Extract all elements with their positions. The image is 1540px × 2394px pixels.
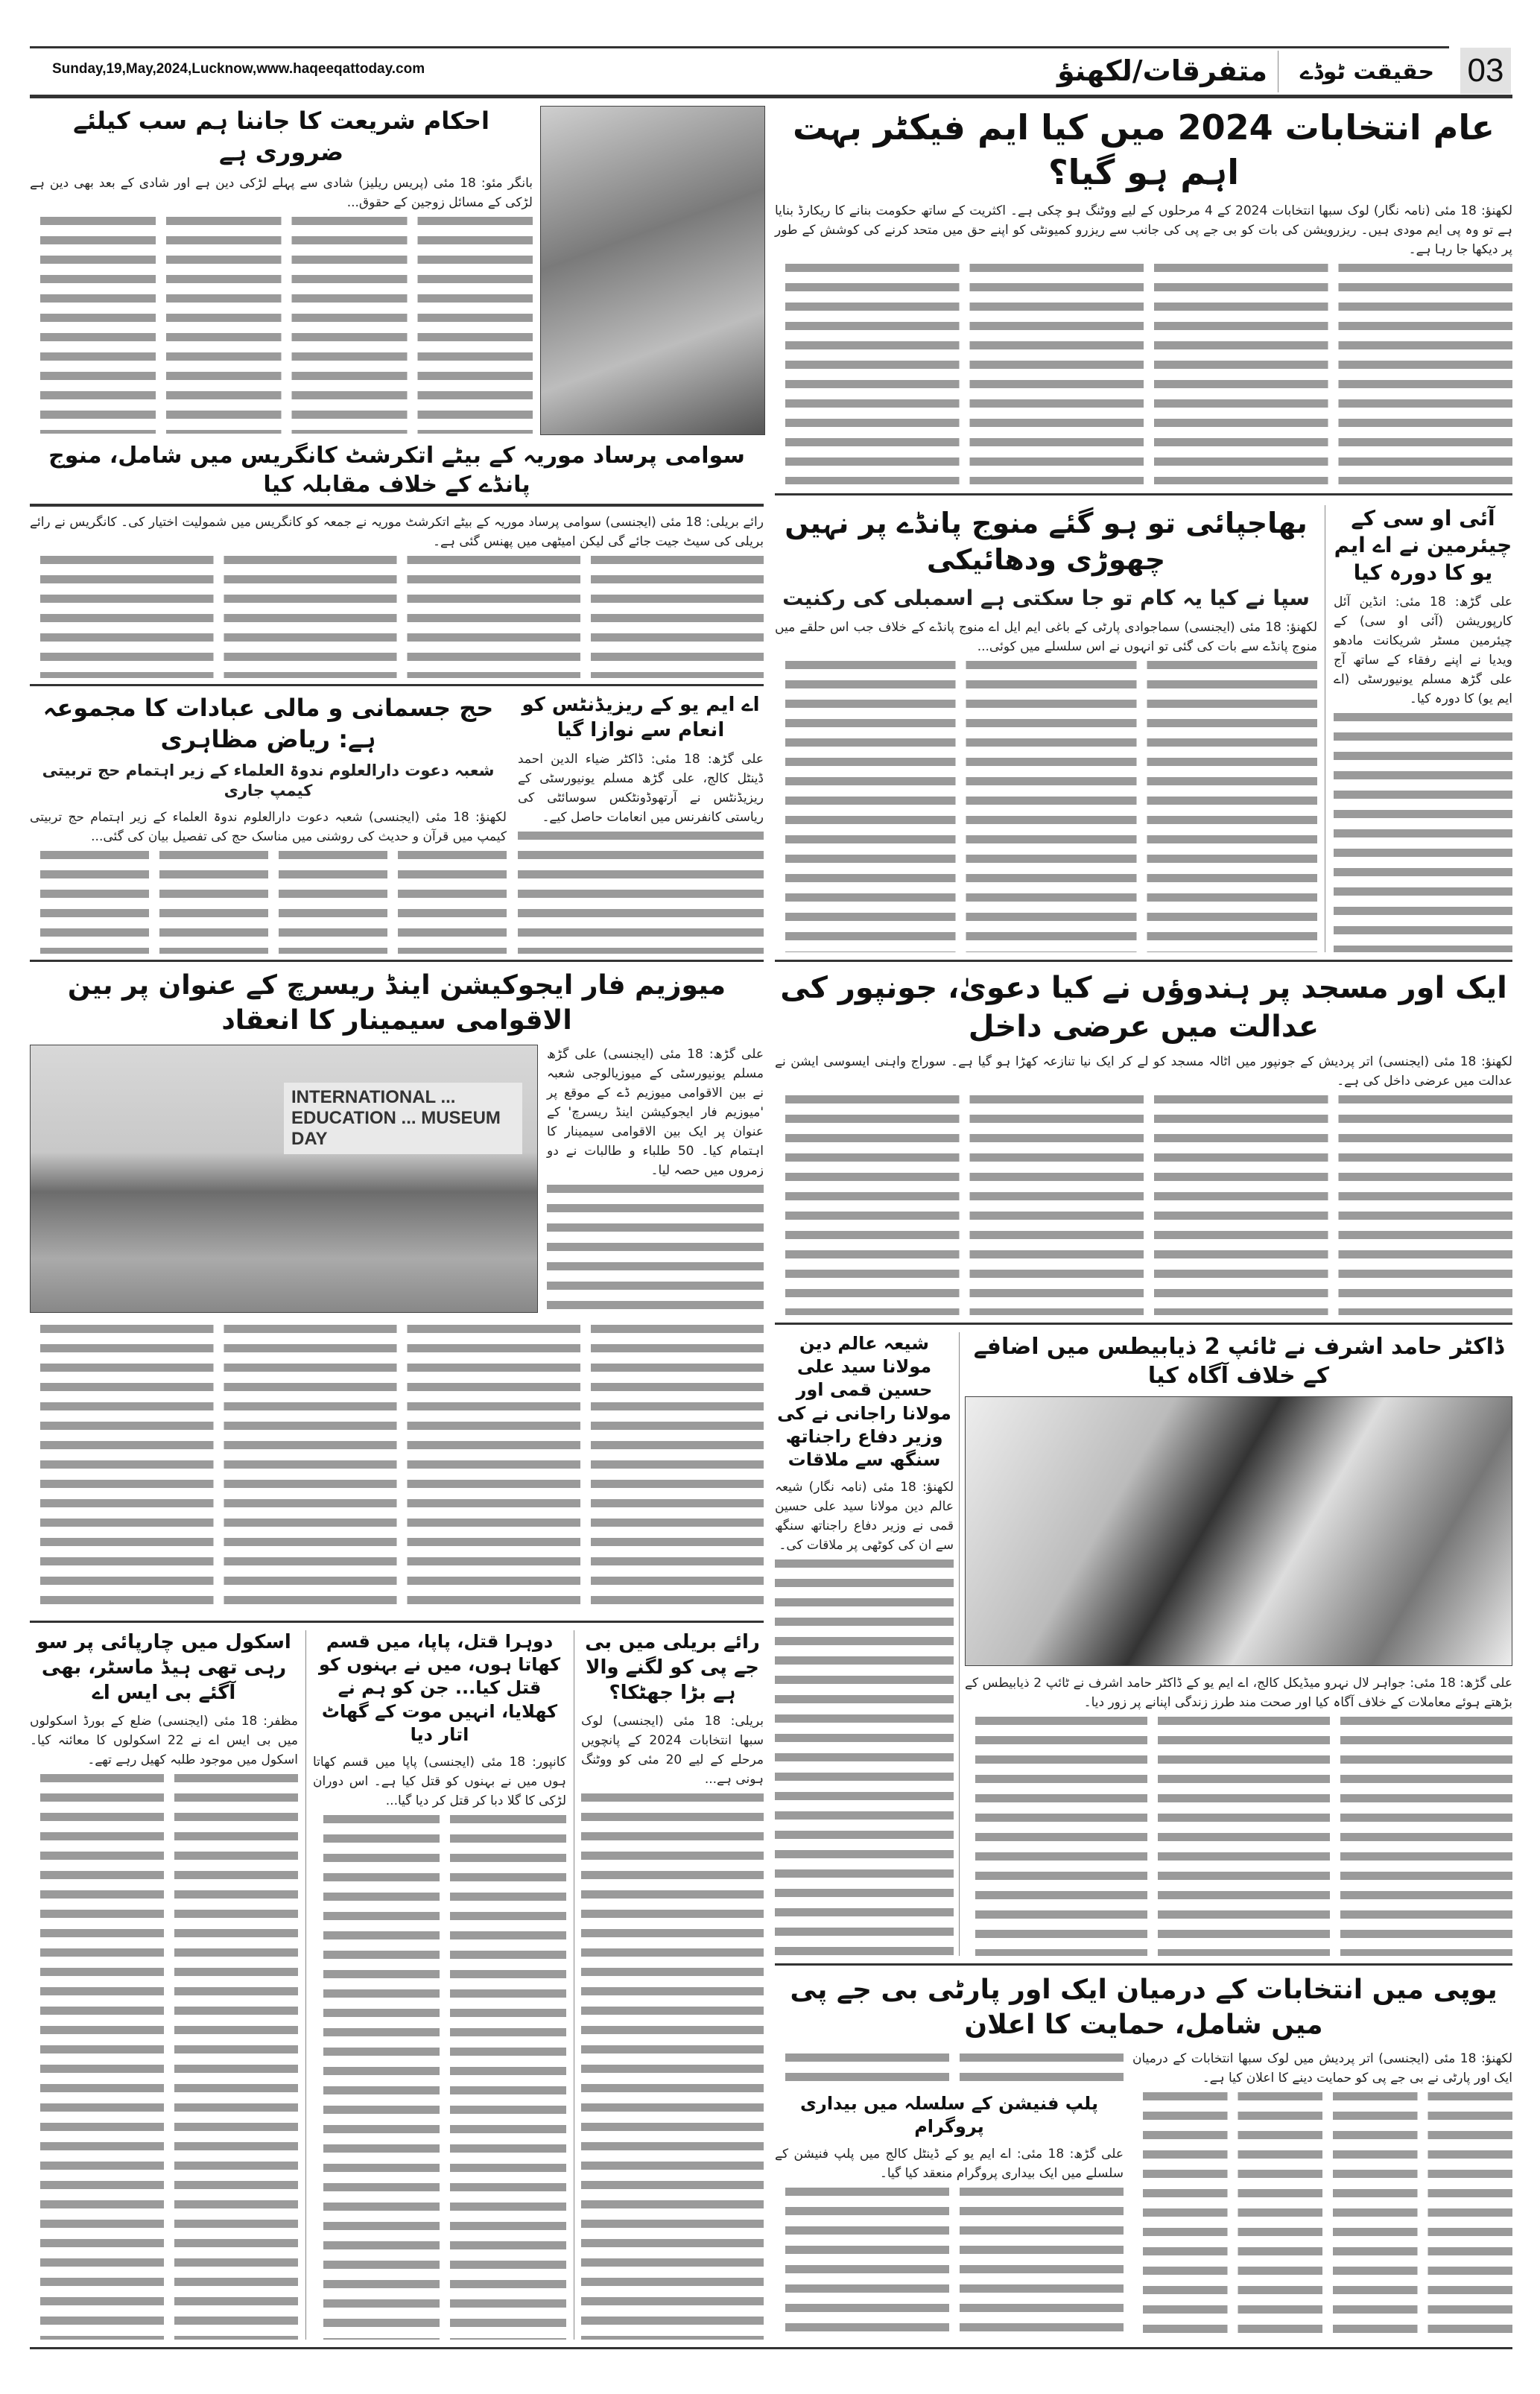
story-shia-cleric	[775, 1332, 954, 1956]
article-museum-continued	[30, 1320, 764, 1613]
headline-maurya: سوامی پرساد موریہ کے بیٹے اتکرشٹ کانگریس میں شامل، منوج پانڈے کے خلاف مقابلہ کیا	[30, 441, 764, 507]
subheadline-manoj: سپا نے کیا یہ کام تو جا سکتی ہے اسمبلی کی رکنیت	[782, 585, 1310, 610]
column-divider	[959, 1332, 960, 1956]
headline-double-murder: دوہرا قتل، پاپا، میں قسم کھاتا ہوں، میں نے بہنوں کو قتل کیا... جن کو ہم نے کھلایا، انہیں موت کے گھاٹ اتار دیا	[318, 1631, 561, 1745]
story-hajj	[30, 693, 507, 954]
story-manoj	[775, 505, 1317, 952]
story-diabetes	[965, 1332, 1512, 1956]
photo-seminar	[30, 1045, 538, 1313]
article-hajj	[30, 808, 507, 954]
text-lines	[547, 1180, 764, 1313]
newspaper-logo: حقیقت ٹوڈے	[1299, 59, 1435, 85]
column-divider	[305, 1630, 306, 2340]
article-diabetes	[965, 1673, 1512, 1956]
divider	[30, 684, 764, 686]
headline-pulp: پلپ فنیشن کے سلسلہ میں بیداری پروگرام	[800, 2092, 1098, 2137]
photo-religious-gathering	[540, 106, 765, 435]
article-double-murder	[313, 1752, 566, 2340]
article-up-party-continued	[775, 2049, 1124, 2088]
article-text: علی گڑھ: 18 مئی: اے ایم یو کے ڈینٹل کالج میں پلپ فنیشن کے سلسلے میں ایک بیداری پروگرام منعقد کیا گیا۔	[775, 2146, 1124, 2181]
divider	[775, 960, 1512, 962]
divider	[30, 1621, 764, 1623]
text-lines	[30, 846, 507, 954]
article-text: رائے بریلی: 18 مئی (ایجنسی) سوامی پرساد موریہ کے بیٹے اتکرشٹ موریہ نے جمعہ کو کانگریس میں شمولیت اختیار کی۔ کانگریس نے رائے بریلی کی سیٹ جیت جائے گی لیکن امیٹھی میں پھنس گئی ہے۔	[30, 515, 764, 549]
story-museum	[30, 969, 764, 1613]
article-text: لکھنؤ: 18 مئی (ایجنسی) سماجوادی پارٹی کے باغی ایم ایل اے منوج پانڈے کے خلاف جب اس حلقے میں منوج پانڈے سے بات کی گئی تو انہوں نے اس سلسلے میں کوئی...	[775, 620, 1317, 655]
article-pulp	[775, 2144, 1124, 2340]
article-text: لکھنؤ: 18 مئی (نامہ نگار) شیعہ عالم دین مولانا سید علی حسین قمی نے وزیر دفاع راجناتھ سنگھ سے ان کی کوٹھی پر ملاقات کی۔	[775, 1480, 954, 1554]
divider	[775, 1323, 1512, 1325]
article-text: علی گڑھ: 18 مئی: ڈاکٹر ضیاء الدین احمد ڈینٹل کالج، علی گڑھ مسلم یونیورسٹی کے ریزیڈنٹس نے آرتھوڈونٹکس سوسائٹی کی ریاستی کانفرنس میں انعامات حاصل کیے۔	[518, 751, 764, 825]
article-amu-residents	[518, 750, 764, 954]
article-text: علی گڑھ: 18 مئی: جواہر لال نہرو میڈیکل کالج، اے ایم یو کے ڈاکٹر حامد اشرف نے ٹائپ 2 ذیابیطس کے بڑھتے ہوئے معاملات کے خلاف آگاہ کیا اور صحت مند طرز زندگی اپنانے پر زور دیا۔	[965, 1676, 1512, 1710]
story-up-party	[775, 1973, 1512, 2340]
text-lines	[775, 1555, 954, 1956]
story-raebareli	[581, 1630, 764, 2340]
headline-museum: میوزیم فار ایجوکیشن اینڈ ریسرچ کے عنوان پر بین الاقوامی سیمینار کا انعقاد	[67, 970, 726, 1036]
photo-health-camp	[965, 1396, 1512, 1666]
story-shariat	[30, 106, 533, 434]
article-manoj	[775, 618, 1317, 952]
headline-manoj: بھاجپائی تو ہو گئے منوج پانڈے پر نہیں چھوڑی ودھائیکی	[785, 507, 1308, 577]
text-lines	[30, 1770, 298, 2340]
headline-ioc: آئی او سی کے چیئرمین نے اے ایم یو کا دورہ کیا	[1334, 506, 1512, 585]
article-m-factor	[775, 201, 1512, 484]
headline-hajj: حج جسمانی و مالی عبادات کا مجموعہ ہے: ریاض مظاہری	[42, 694, 494, 753]
article-jaunpur	[775, 1052, 1512, 1315]
story-jaunpur	[775, 969, 1512, 1315]
header-rule	[30, 95, 1512, 98]
article-text: علی گڑھ: 18 مئی (ایجنسی) علی گڑھ مسلم یونیورسٹی کے میوزیالوجی شعبہ نے بین الاقوامی میوزیم ڈے کے موقع پر 'میوزیم فار ایجوکیشن اینڈ ریسرچ' کے عنوان پر ایک بین الاقوامی سیمینار کا اہتمام کیا۔ 50 طلباء و طالبات نے دو زمروں میں حصہ لیا۔	[547, 1046, 764, 1178]
bottom-rule	[30, 2347, 1512, 2349]
article-museum	[547, 1045, 764, 1313]
headline-amu-residents: اے ایم یو کے ریزیڈنٹس کو انعام سے نوازا گیا	[522, 694, 760, 741]
text-lines	[775, 656, 1317, 952]
article-raebareli	[581, 1711, 764, 2340]
text-lines	[775, 1091, 1512, 1315]
text-lines	[775, 259, 1512, 484]
divider	[775, 1963, 1512, 1966]
article-text: لکھنؤ: 18 مئی (ایجنسی) اتر پردیش میں لوک سبھا انتخابات کے درمیان ایک اور پارٹی نے بی جے پی کو حمایت دینے کا اعلان کیا ہے۔	[1132, 2051, 1512, 2086]
article-maurya	[30, 513, 764, 678]
headline-raebareli: رائے بریلی میں بی جے پی کو لگنے والا ہے بڑا جھٹکا؟	[585, 1631, 760, 1704]
story-double-murder	[313, 1630, 566, 2340]
article-text: لکھنؤ: 18 مئی (ایجنسی) شعبہ دعوت دارالعلوم ندوۃ العلماء کے زیر اہتمام حج تربیتی کیمپ میں قرآن و حدیث کی روشنی میں مناسک حج کی تفصیل بیان کی گئی...	[30, 809, 507, 844]
divider	[30, 960, 764, 962]
text-lines	[30, 1320, 764, 1613]
headline-school: اسکول میں چارپائی پر سو رہی تھی ہیڈ ماسٹر، بھی آگئے بی ایس اے	[37, 1631, 291, 1704]
article-shia-cleric	[775, 1478, 954, 1956]
page-number: 03	[1460, 48, 1511, 94]
article-up-party	[1132, 2049, 1512, 2340]
story-school	[30, 1630, 298, 2340]
up-party-columns	[775, 2049, 1512, 2340]
text-lines	[775, 2049, 1124, 2088]
headline-shariat: احکام شریعت کا جاننا ہم سب کیلئے ضروری ہے	[73, 107, 489, 166]
article-text: علی گڑھ: 18 مئی: انڈین آئل کارپوریشن (آئی او سی) کے چیئرمین مسٹر شریکانت مادھو ویدیا نے اپنے رفقاء کے ساتھ آج علی گڑھ مسلم یونیورسٹی (اے ایم یو) کا دورہ کیا۔	[1334, 595, 1512, 707]
pulp-column	[775, 2049, 1124, 2340]
headline-m-factor: عام انتخابات 2024 میں کیا ایم فیکٹر بہت اہم ہو گیا؟	[792, 107, 1495, 192]
article-text: لکھنؤ: 18 مئی (نامہ نگار) لوک سبھا انتخابات 2024 کے 4 مرحلوں کے لیے ووٹنگ ہو چکی ہے۔ اکثریت کے ساتھ حکومت بنانے کا ریکارڈ بنایا ہے تو وہ پی ایم مودی ہیں۔ ریزرویشن کی بات کو بی جے پی کی جانب سے ریزرو کمیونٹی کو اپنے حق میں متحد کرنے کی کوشش کے طور پر دیکھا جا رہا ہے۔	[775, 203, 1512, 257]
seminar-banner: INTERNATIONAL ... EDUCATION ... MUSEUM DAY	[284, 1083, 522, 1154]
article-school	[30, 1711, 298, 2340]
article-text: لکھنؤ: 18 مئی (ایجنسی) اتر پردیش کے جونپور میں اٹالہ مسجد کو لے کر ایک نیا تنازعہ کھڑا ہو گیا ہے۔ سوراج واہنی ایسوسی ایشن نے عدالت میں عرضی داخل کی ہے۔	[775, 1054, 1512, 1089]
text-lines	[965, 1712, 1512, 1956]
headline-up-party: یوپی میں انتخابات کے درمیان ایک اور پارٹی بی جے پی میں شامل، حمایت کا اعلان	[790, 1975, 1498, 2040]
headline-shia-cleric: شیعہ عالم دین مولانا سید علی حسین قمی اور مولانا راجانی نے کی وزیر دفاع راجناتھ سنگھ سے ملاقات	[777, 1333, 951, 1470]
article-shariat	[30, 174, 533, 434]
museum-photo-row	[30, 1045, 764, 1313]
article-text: کانپور: 18 مئی (ایجنسی) پاپا میں قسم کھاتا ہوں میں نے بہنوں کو قتل کیا ہے۔ اس دوران لڑکی کا گلا دبا کر قتل کر دیا گیا...	[313, 1754, 566, 1808]
text-lines	[518, 827, 764, 954]
divider	[775, 493, 1512, 495]
article-text: بریلی: 18 مئی (ایجنسی) لوک سبھا انتخابات 2024 کے پانچویں مرحلے کے لیے 20 مئی کو ووٹنگ ہونی ہے...	[581, 1714, 764, 1787]
story-amu-residents	[518, 693, 764, 954]
article-text: مظفر: 18 مئی (ایجنسی) ضلع کے بورڈ اسکولوں میں بی ایس اے نے 22 اسکولوں کا معائنہ کیا۔ اسکول میں موجود طلبہ کھیل رہے تھے۔	[30, 1714, 298, 1768]
story-m-factor	[775, 106, 1512, 484]
text-lines	[581, 1789, 764, 2340]
text-lines	[30, 551, 764, 678]
article-ioc	[1334, 592, 1512, 952]
article-text: بانگر مئو: 18 مئی (پریس ریلیز) شادی سے پہلے لڑکی دین ہے اور شادی کے بعد بھی دین ہے لڑکی کے مسائل زوجین کے حقوق...	[30, 176, 533, 211]
headline-diabetes: ڈاکٹر حامد اشرف نے ٹائپ 2 ذیابیطس میں اضافے کے خلاف آگاہ کیا	[973, 1334, 1504, 1389]
text-lines	[775, 2183, 1124, 2340]
text-lines	[1132, 2088, 1512, 2340]
section-title: متفرقات/لکھنؤ	[1056, 54, 1268, 87]
story-ioc	[1334, 505, 1512, 952]
subheadline-hajj: شعبہ دعوت دارالعلوم ندوۃ العلماء کے زیر اہتمام حج تربیتی کیمپ جاری	[42, 761, 495, 800]
text-lines	[30, 212, 533, 434]
dateline: Sunday,19,May,2024,Lucknow,www.haqeeqattoday.com	[52, 61, 425, 77]
top-rule	[30, 46, 1449, 48]
text-lines	[313, 1811, 566, 2340]
headline-jaunpur: ایک اور مسجد پر ہندوؤں نے کیا دعویٰ، جونپور کی عدالت میں عرضی داخل	[780, 971, 1507, 1044]
text-lines	[1334, 709, 1512, 952]
story-maurya	[30, 441, 764, 678]
